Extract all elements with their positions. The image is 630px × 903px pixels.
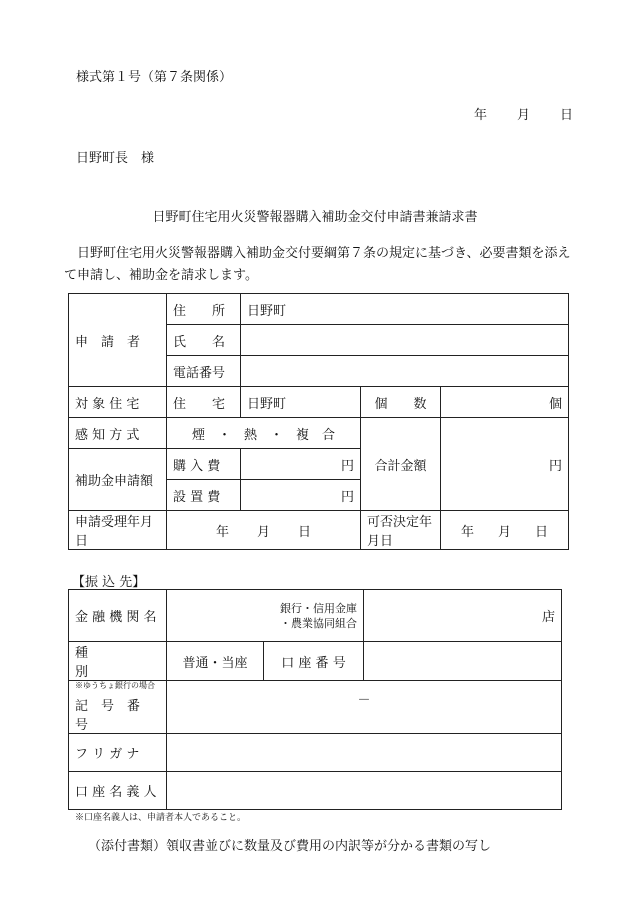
account-number-field[interactable] — [364, 642, 562, 681]
phone-field[interactable] — [241, 356, 569, 387]
count-label: 個 数 — [361, 387, 441, 418]
bank-type-line-2: ・農業協同組合 — [280, 616, 357, 630]
accepted-year-unit: 年 — [215, 524, 229, 540]
decision-day-unit: 日 — [535, 524, 549, 540]
date-year-unit: 年 — [474, 108, 488, 123]
document-title: 日野町住宅用火災警報器購入補助金交付申請書兼請求書 — [152, 210, 478, 225]
yucho-note: ※ゆうちょ銀行の場合 — [75, 681, 155, 690]
detection-label: 感 知 方 式 — [69, 418, 167, 449]
purchase-field[interactable]: 円 — [241, 449, 361, 480]
attachments-note: （添付書類）領収書並びに数量及び費用の内訳等が分かる書類の写し — [88, 839, 492, 854]
form-number: 様式第１号（第７条関係） — [76, 70, 233, 85]
address-field[interactable]: 日野町 — [241, 294, 569, 325]
symbol-number-dash: － — [357, 693, 371, 708]
account-type-options[interactable]: 普通・当座 — [167, 642, 264, 681]
house-label: 住 宅 — [167, 387, 241, 418]
house-field[interactable]: 日野町 — [241, 387, 361, 418]
accepted-month-unit: 月 — [256, 524, 270, 540]
subsidy-label: 補助金申請額 — [69, 449, 167, 511]
bank-label: 金 融 機 関 名 — [69, 590, 167, 642]
accepted-date-field[interactable] — [167, 511, 361, 550]
install-field[interactable]: 円 — [241, 480, 361, 511]
decision-date-label: 可否決定年月日 — [361, 511, 441, 550]
address-label: 住 所 — [167, 294, 241, 325]
name-field[interactable] — [241, 325, 569, 356]
decision-date-field[interactable] — [441, 511, 569, 550]
count-field[interactable]: 個 — [441, 387, 569, 418]
date-day-unit: 日 — [560, 108, 574, 123]
phone-label: 電話番号 — [167, 356, 241, 387]
furigana-label: フ リ ガ ナ — [69, 734, 167, 772]
symbol-number-field[interactable] — [167, 681, 562, 734]
applicant-label: 申 請 者 — [69, 294, 167, 387]
account-holder-label: 口 座 名 義 人 — [69, 772, 167, 810]
residence-label: 対 象 住 宅 — [69, 387, 167, 418]
symbol-number-label-cell — [69, 681, 167, 734]
name-label: 氏 名 — [167, 325, 241, 356]
date-month-unit: 月 — [517, 108, 531, 123]
intro-paragraph: 日野町住宅用火災警報器購入補助金交付要綱第７条の規定に基づき、必要書類を添えて申請し、補助金を請求します。 — [64, 246, 571, 283]
purchase-label: 購 入 費 — [167, 449, 241, 480]
bank-name-field[interactable] — [167, 590, 364, 642]
application-table — [68, 293, 569, 550]
total-field[interactable]: 円 — [441, 418, 569, 511]
application-date — [474, 104, 573, 123]
branch-field[interactable]: 店 — [364, 590, 562, 642]
transfer-heading: 【振 込 先】 — [72, 575, 146, 590]
holder-footnote: ※口座名義人は、申請者本人であること。 — [75, 813, 247, 823]
symbol-number-label: 記 号 番 号 — [75, 699, 154, 733]
detection-options[interactable]: 煙 ・ 熱 ・ 複 合 — [167, 418, 361, 449]
accepted-day-unit: 日 — [298, 524, 312, 540]
account-holder-field[interactable] — [167, 772, 562, 810]
bank-type-line-1: 銀行・信用金庫 — [280, 601, 357, 615]
furigana-field[interactable] — [167, 734, 562, 772]
addressee: 日野町長 様 — [76, 151, 155, 166]
accepted-date-label: 申請受理年月日 — [69, 511, 167, 550]
decision-month-unit: 月 — [498, 524, 512, 540]
total-label: 合計金額 — [361, 418, 441, 511]
install-label: 設 置 費 — [167, 480, 241, 511]
account-number-label: 口 座 番 号 — [264, 642, 364, 681]
decision-year-unit: 年 — [460, 524, 474, 540]
type-label: 種 別 — [69, 642, 167, 681]
transfer-table — [68, 589, 562, 810]
